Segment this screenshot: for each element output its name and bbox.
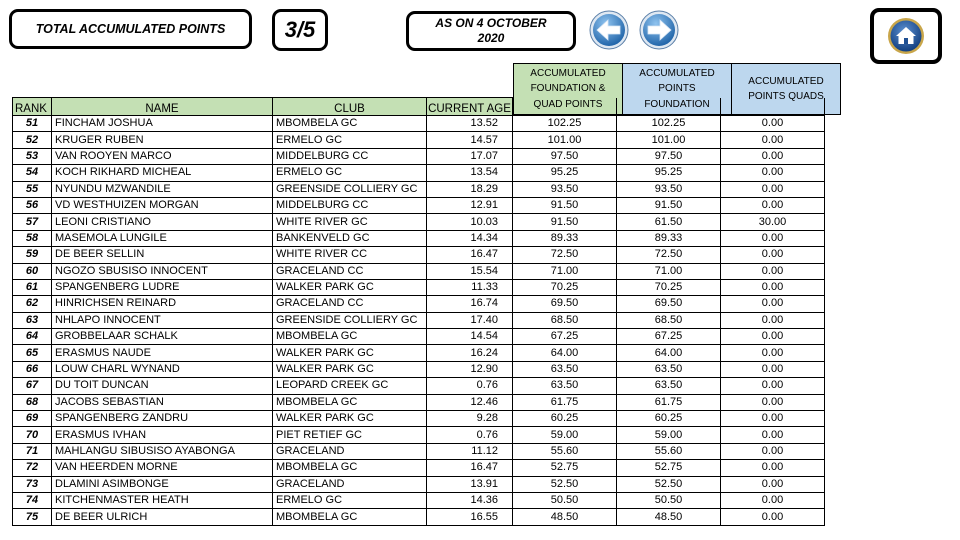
cell-name: GROBBELAAR SCHALK — [52, 329, 273, 345]
cell-quad-points: 0.00 — [721, 165, 825, 181]
cell-total-points: 52.50 — [513, 476, 617, 492]
cell-name: NYUNDU MZWANDILE — [52, 181, 273, 197]
cell-total-points: 89.33 — [513, 230, 617, 246]
date-line-1: AS ON 4 OCTOBER — [435, 16, 547, 30]
cell-club: GRACELAND CC — [273, 263, 427, 279]
cell-total-points: 59.00 — [513, 427, 617, 443]
cell-name: ERASMUS IVHAN — [52, 427, 273, 443]
cell-foundation-points: 63.50 — [617, 361, 721, 377]
table-row — [13, 509, 825, 525]
cell-club: PIET RETIEF GC — [273, 427, 427, 443]
cell-club: BANKENVELD GC — [273, 230, 427, 246]
cell-rank: 69 — [13, 411, 52, 427]
cell-total-points: 102.25 — [513, 116, 617, 132]
cell-foundation-points: 64.00 — [617, 345, 721, 361]
table-body — [13, 116, 825, 526]
cell-rank: 62 — [13, 296, 52, 312]
cell-age: 16.24 — [427, 345, 513, 361]
cell-club: MBOMBELA GC — [273, 460, 427, 476]
cell-rank: 59 — [13, 247, 52, 263]
cell-age: 11.12 — [427, 443, 513, 459]
cell-rank: 75 — [13, 509, 52, 525]
cell-club: MIDDELBURG CC — [273, 148, 427, 164]
cell-club: MBOMBELA GC — [273, 509, 427, 525]
cell-age: 9.28 — [427, 411, 513, 427]
column-name: NAME — [52, 98, 273, 116]
cell-foundation-points: 52.75 — [617, 460, 721, 476]
table-row — [13, 263, 825, 279]
cell-rank: 61 — [13, 279, 52, 295]
cell-club: WHITE RIVER CC — [273, 247, 427, 263]
header-total-points: ACCUMULATED FOUNDATION & QUAD POINTS — [514, 64, 623, 115]
column-total — [513, 98, 617, 116]
cell-quad-points: 0.00 — [721, 181, 825, 197]
column-age: CURRENT AGE — [427, 98, 513, 116]
cell-total-points: 63.50 — [513, 378, 617, 394]
cell-total-points: 91.50 — [513, 214, 617, 230]
table-row — [13, 312, 825, 328]
header-quad-points: ACCUMULATED POINTS QUADS — [732, 64, 841, 115]
table-row — [13, 460, 825, 476]
cell-club: ERMELO GC — [273, 492, 427, 508]
cell-quad-points: 0.00 — [721, 329, 825, 345]
cell-rank: 73 — [13, 476, 52, 492]
cell-total-points: 101.00 — [513, 132, 617, 148]
cell-name: FINCHAM JOSHUA — [52, 116, 273, 132]
cell-total-points: 71.00 — [513, 263, 617, 279]
cell-foundation-points: 70.25 — [617, 279, 721, 295]
cell-rank: 63 — [13, 312, 52, 328]
page-number: 3/5 — [284, 17, 316, 42]
cell-quad-points: 0.00 — [721, 378, 825, 394]
table-row — [13, 197, 825, 213]
column-club: CLUB — [273, 98, 427, 116]
cell-quad-points: 0.00 — [721, 427, 825, 443]
back-arrow-icon[interactable] — [589, 10, 629, 50]
cell-quad-points: 0.00 — [721, 361, 825, 377]
table-row — [13, 476, 825, 492]
cell-age: 0.76 — [427, 378, 513, 394]
cell-quad-points: 0.00 — [721, 492, 825, 508]
cell-rank: 67 — [13, 378, 52, 394]
cell-club: MBOMBELA GC — [273, 329, 427, 345]
cell-age: 13.54 — [427, 165, 513, 181]
cell-foundation-points: 93.50 — [617, 181, 721, 197]
cell-foundation-points: 61.75 — [617, 394, 721, 410]
cell-total-points: 55.60 — [513, 443, 617, 459]
cell-total-points: 68.50 — [513, 312, 617, 328]
cell-name: KOCH RIKHARD MICHEAL — [52, 165, 273, 181]
table-row — [13, 394, 825, 410]
cell-name: SPANGENBERG ZANDRU — [52, 411, 273, 427]
cell-foundation-points: 72.50 — [617, 247, 721, 263]
page-indicator — [272, 9, 328, 51]
cell-rank: 55 — [13, 181, 52, 197]
cell-total-points: 63.50 — [513, 361, 617, 377]
cell-age: 10.03 — [427, 214, 513, 230]
cell-rank: 56 — [13, 197, 52, 213]
table-row — [13, 116, 825, 132]
cell-total-points: 70.25 — [513, 279, 617, 295]
header-foundation-points: ACCUMULATED POINTS FOUNDATION — [623, 64, 732, 115]
cell-name: KRUGER RUBEN — [52, 132, 273, 148]
cell-rank: 52 — [13, 132, 52, 148]
table-row — [13, 492, 825, 508]
cell-name: DU TOIT DUNCAN — [52, 378, 273, 394]
cell-rank: 66 — [13, 361, 52, 377]
table-row — [13, 345, 825, 361]
cell-foundation-points: 52.50 — [617, 476, 721, 492]
cell-foundation-points: 89.33 — [617, 230, 721, 246]
cell-total-points: 48.50 — [513, 509, 617, 525]
cell-rank: 72 — [13, 460, 52, 476]
cell-total-points: 72.50 — [513, 247, 617, 263]
cell-age: 13.52 — [427, 116, 513, 132]
cell-quad-points: 0.00 — [721, 197, 825, 213]
table-row — [13, 361, 825, 377]
cell-quad-points: 0.00 — [721, 279, 825, 295]
cell-name: MASEMOLA LUNGILE — [52, 230, 273, 246]
table-row — [13, 165, 825, 181]
forward-arrow-icon[interactable] — [639, 10, 679, 50]
cell-total-points: 61.75 — [513, 394, 617, 410]
cell-quad-points: 0.00 — [721, 394, 825, 410]
cell-club: MIDDELBURG CC — [273, 197, 427, 213]
cell-foundation-points: 95.25 — [617, 165, 721, 181]
cell-total-points: 91.50 — [513, 197, 617, 213]
cell-name: LOUW CHARL WYNAND — [52, 361, 273, 377]
cell-name: LEONI CRISTIANO — [52, 214, 273, 230]
cell-club: ERMELO GC — [273, 165, 427, 181]
cell-age: 14.57 — [427, 132, 513, 148]
cell-foundation-points: 68.50 — [617, 312, 721, 328]
cell-foundation-points: 60.25 — [617, 411, 721, 427]
cell-club: GRACELAND CC — [273, 296, 427, 312]
cell-age: 11.33 — [427, 279, 513, 295]
cell-name: VAN ROOYEN MARCO — [52, 148, 273, 164]
cell-total-points: 93.50 — [513, 181, 617, 197]
column-rank: RANK — [13, 98, 52, 116]
cell-quad-points: 0.00 — [721, 476, 825, 492]
cell-age: 0.76 — [427, 427, 513, 443]
cell-rank: 60 — [13, 263, 52, 279]
cell-age: 12.46 — [427, 394, 513, 410]
cell-club: GREENSIDE COLLIERY GC — [273, 312, 427, 328]
cell-foundation-points: 69.50 — [617, 296, 721, 312]
cell-name: DLAMINI ASIMBONGE — [52, 476, 273, 492]
cell-total-points: 97.50 — [513, 148, 617, 164]
cell-age: 18.29 — [427, 181, 513, 197]
cell-foundation-points: 102.25 — [617, 116, 721, 132]
cell-rank: 57 — [13, 214, 52, 230]
cell-club: ERMELO GC — [273, 132, 427, 148]
cell-name: JACOBS SEBASTIAN — [52, 394, 273, 410]
cell-foundation-points: 91.50 — [617, 197, 721, 213]
cell-foundation-points: 55.60 — [617, 443, 721, 459]
cell-quad-points: 30.00 — [721, 214, 825, 230]
cell-total-points: 67.25 — [513, 329, 617, 345]
column-quads — [721, 98, 825, 116]
cell-quad-points: 0.00 — [721, 116, 825, 132]
cell-age: 12.91 — [427, 197, 513, 213]
cell-name: DE BEER ULRICH — [52, 509, 273, 525]
cell-quad-points: 0.00 — [721, 443, 825, 459]
date-line-2: 2020 — [477, 31, 505, 45]
column-foundation — [617, 98, 721, 116]
cell-foundation-points: 97.50 — [617, 148, 721, 164]
cell-age: 16.55 — [427, 509, 513, 525]
cell-name: HINRICHSEN REINARD — [52, 296, 273, 312]
home-icon — [887, 17, 925, 55]
cell-name: NHLAPO INNOCENT — [52, 312, 273, 328]
cell-club: MBOMBELA GC — [273, 394, 427, 410]
cell-name: NGOZO SBUSISO INNOCENT — [52, 263, 273, 279]
cell-rank: 68 — [13, 394, 52, 410]
date-box — [406, 11, 576, 51]
cell-foundation-points: 48.50 — [617, 509, 721, 525]
table-row — [13, 279, 825, 295]
cell-club: MBOMBELA GC — [273, 116, 427, 132]
cell-quad-points: 0.00 — [721, 509, 825, 525]
cell-foundation-points: 101.00 — [617, 132, 721, 148]
cell-club: WALKER PARK GC — [273, 361, 427, 377]
cell-age: 16.47 — [427, 247, 513, 263]
cell-age: 12.90 — [427, 361, 513, 377]
cell-quad-points: 0.00 — [721, 411, 825, 427]
cell-club: GRACELAND — [273, 476, 427, 492]
table-row — [13, 230, 825, 246]
cell-quad-points: 0.00 — [721, 345, 825, 361]
cell-club: WALKER PARK GC — [273, 411, 427, 427]
cell-age: 16.47 — [427, 460, 513, 476]
cell-quad-points: 0.00 — [721, 132, 825, 148]
cell-rank: 64 — [13, 329, 52, 345]
cell-rank: 51 — [13, 116, 52, 132]
cell-club: WALKER PARK GC — [273, 345, 427, 361]
cell-foundation-points: 59.00 — [617, 427, 721, 443]
cell-name: MAHLANGU SIBUSISO AYABONGA — [52, 443, 273, 459]
title-box — [9, 9, 252, 49]
table-row — [13, 378, 825, 394]
cell-foundation-points: 71.00 — [617, 263, 721, 279]
home-button[interactable] — [870, 8, 942, 64]
table-row — [13, 214, 825, 230]
cell-name: KITCHENMASTER HEATH — [52, 492, 273, 508]
cell-club: WHITE RIVER GC — [273, 214, 427, 230]
cell-club: GREENSIDE COLLIERY GC — [273, 181, 427, 197]
table-row — [13, 181, 825, 197]
table-header-row — [13, 98, 825, 116]
cell-name: DE BEER SELLIN — [52, 247, 273, 263]
cell-total-points: 50.50 — [513, 492, 617, 508]
cell-total-points: 64.00 — [513, 345, 617, 361]
cell-quad-points: 0.00 — [721, 263, 825, 279]
cell-club: WALKER PARK GC — [273, 279, 427, 295]
cell-total-points: 52.75 — [513, 460, 617, 476]
cell-rank: 70 — [13, 427, 52, 443]
cell-rank: 71 — [13, 443, 52, 459]
cell-foundation-points: 63.50 — [617, 378, 721, 394]
cell-age: 14.36 — [427, 492, 513, 508]
cell-name: SPANGENBERG LUDRE — [52, 279, 273, 295]
cell-name: VD WESTHUIZEN MORGAN — [52, 197, 273, 213]
cell-name: VAN HEERDEN MORNE — [52, 460, 273, 476]
cell-quad-points: 0.00 — [721, 148, 825, 164]
table-row — [13, 132, 825, 148]
cell-quad-points: 0.00 — [721, 247, 825, 263]
cell-rank: 65 — [13, 345, 52, 361]
cell-club: LEOPARD CREEK GC — [273, 378, 427, 394]
page-title: TOTAL ACCUMULATED POINTS — [35, 22, 226, 36]
cell-rank: 54 — [13, 165, 52, 181]
cell-age: 16.74 — [427, 296, 513, 312]
cell-rank: 53 — [13, 148, 52, 164]
table-row — [13, 296, 825, 312]
cell-club: GRACELAND — [273, 443, 427, 459]
cell-total-points: 69.50 — [513, 296, 617, 312]
table-row — [13, 329, 825, 345]
cell-age: 17.07 — [427, 148, 513, 164]
cell-name: ERASMUS NAUDE — [52, 345, 273, 361]
rankings-table — [12, 97, 825, 526]
cell-rank: 58 — [13, 230, 52, 246]
table-row — [13, 411, 825, 427]
table-row — [13, 443, 825, 459]
cell-quad-points: 0.00 — [721, 296, 825, 312]
cell-age: 17.40 — [427, 312, 513, 328]
table-row — [13, 247, 825, 263]
cell-age: 13.91 — [427, 476, 513, 492]
cell-total-points: 95.25 — [513, 165, 617, 181]
table-row — [13, 148, 825, 164]
cell-quad-points: 0.00 — [721, 230, 825, 246]
cell-foundation-points: 50.50 — [617, 492, 721, 508]
cell-foundation-points: 67.25 — [617, 329, 721, 345]
cell-age: 14.54 — [427, 329, 513, 345]
table-row — [13, 427, 825, 443]
cell-quad-points: 0.00 — [721, 460, 825, 476]
cell-quad-points: 0.00 — [721, 312, 825, 328]
cell-foundation-points: 61.50 — [617, 214, 721, 230]
cell-age: 15.54 — [427, 263, 513, 279]
cell-total-points: 60.25 — [513, 411, 617, 427]
cell-age: 14.34 — [427, 230, 513, 246]
cell-rank: 74 — [13, 492, 52, 508]
